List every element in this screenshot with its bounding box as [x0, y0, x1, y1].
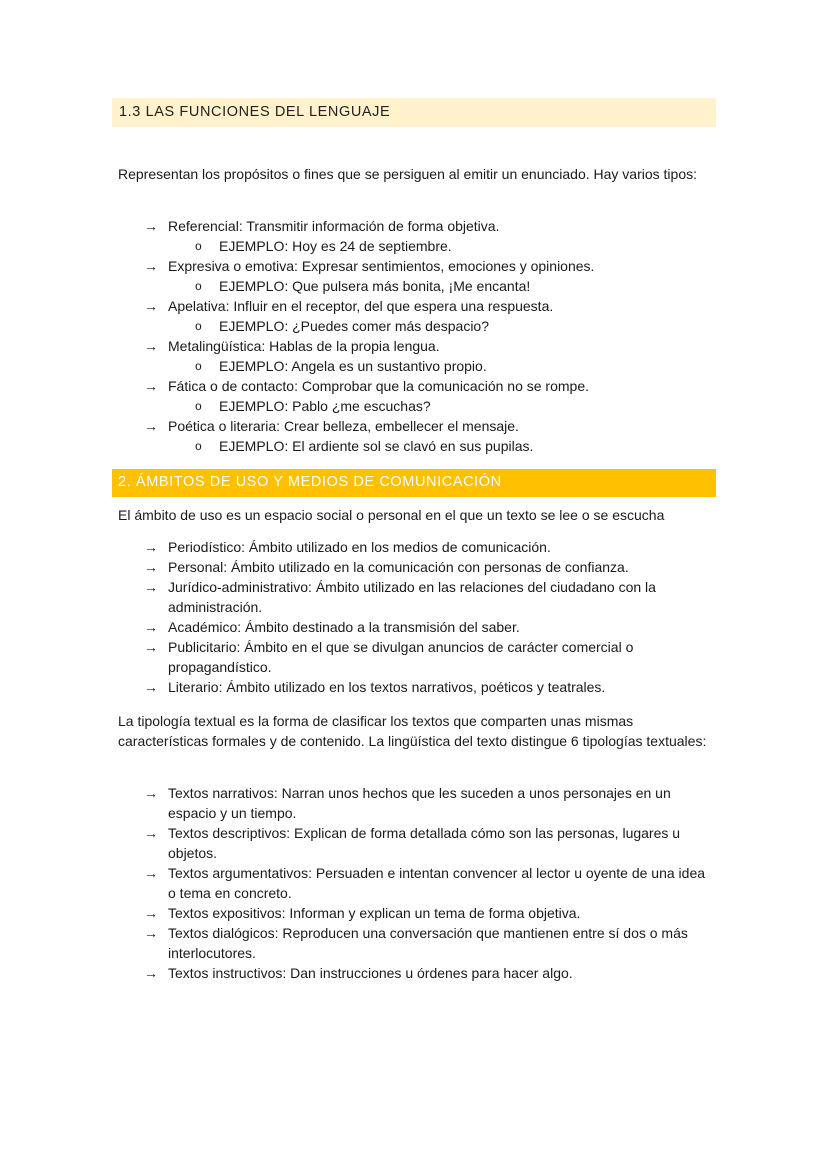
example-item: o EJEMPLO: Angela es un sustantivo propio. — [195, 358, 487, 374]
arrow-icon: → — [144, 559, 158, 575]
circle-bullet-icon: o — [195, 279, 202, 293]
example-item: o EJEMPLO: ¿Puedes comer más despacio? — [195, 318, 490, 334]
circle-bullet-icon: o — [195, 239, 202, 253]
list-item: → Poética o literaria: Crear belleza, embellecer el mensaje. — [144, 418, 519, 434]
arrow-icon: → — [144, 865, 158, 881]
arrow-icon: → — [144, 218, 158, 234]
list-item: → Fática o de contacto: Comprobar que la comunicación no se rompe. — [144, 378, 590, 394]
example-item: o EJEMPLO: Que pulsera más bonita, ¡Me encanta! — [195, 278, 531, 294]
list-item: → Expresiva o emotiva: Expresar sentimientos, emociones y opiniones. — [144, 258, 595, 274]
list-item: → Personal: Ámbito utilizado en la comunicación con personas de confianza. — [144, 559, 629, 575]
list-item: → Académico: Ámbito destinado a la transmisión del saber. — [144, 619, 520, 635]
arrow-icon: → — [144, 639, 158, 655]
list-item: → Metalingüística: Hablas de la propia lengua. — [144, 338, 440, 354]
list-item: → Referencial: Transmitir información de forma objetiva. — [144, 218, 500, 234]
arrow-icon: → — [144, 825, 158, 841]
list-item: → Textos descriptivos: Explican de forma detallada cómo son las personas, lugares u objetos. — [144, 825, 681, 861]
arrow-icon: → — [144, 679, 158, 695]
arrow-icon: → — [144, 965, 158, 981]
arrow-icon: → — [144, 905, 158, 921]
arrow-icon: → — [144, 298, 158, 314]
arrow-icon: → — [144, 619, 158, 635]
arrow-icon: → — [144, 579, 158, 595]
list-item: → Publicitario: Ámbito en el que se divulgan anuncios de carácter comercial o propagandístico. — [144, 639, 634, 675]
example-item: o EJEMPLO: El ardiente sol se clavó en sus pupilas. — [195, 438, 534, 454]
list-item: → Periodístico: Ámbito utilizado en los medios de comunicación. — [144, 539, 551, 555]
circle-bullet-icon: o — [195, 319, 202, 333]
circle-bullet-icon: o — [195, 359, 202, 373]
arrow-icon: → — [144, 258, 158, 274]
ambitos-intro: El ámbito de uso es un espacio social o personal en el que un texto se lee o se escucha — [118, 507, 665, 523]
funciones-list — [0, 216, 828, 456]
funciones-intro: Representan los propósitos o fines que se persiguen al emitir un enunciado. Hay varios tipos: — [118, 166, 697, 182]
arrow-icon: → — [144, 378, 158, 394]
ambitos-list — [0, 537, 828, 697]
arrow-icon: → — [144, 785, 158, 801]
list-item: → Textos expositivos: Informan y explican un tema de forma objetiva. — [144, 905, 581, 921]
arrow-icon: → — [144, 338, 158, 354]
list-item: → Jurídico-administrativo: Ámbito utilizado en las relaciones del ciudadano con la administración. — [144, 579, 656, 615]
tipologia-list — [0, 783, 828, 983]
arrow-icon: → — [144, 418, 158, 434]
section-heading-ambitos: 2. ÁMBITOS DE USO Y MEDIOS DE COMUNICACIÓN — [112, 469, 716, 497]
list-item: → Apelativa: Influir en el receptor, del que espera una respuesta. — [144, 298, 554, 314]
list-item: → Literario: Ámbito utilizado en los textos narrativos, poéticos y teatrales. — [144, 679, 606, 695]
list-item: → Textos narrativos: Narran unos hechos que les suceden a unos personajes en un espacio y un tiempo. — [144, 785, 671, 821]
example-item: o EJEMPLO: Pablo ¿me escuchas? — [195, 398, 431, 414]
arrow-icon: → — [144, 539, 158, 555]
list-item: → Textos instructivos: Dan instrucciones u órdenes para hacer algo. — [144, 965, 573, 981]
arrow-icon: → — [144, 925, 158, 941]
example-item: o EJEMPLO: Hoy es 24 de septiembre. — [195, 238, 452, 254]
section-heading-funciones: 1.3 LAS FUNCIONES DEL LENGUAJE — [112, 98, 716, 127]
tipologia-intro: La tipología textual es la forma de clasificar los textos que comparten unas mismas características formales y de contenido. La lingüística del texto distingue 6 tipologías textuales: — [118, 713, 707, 749]
list-item: → Textos argumentativos: Persuaden e intentan convencer al lector u oyente de una idea o tema en concreto. — [144, 865, 706, 901]
circle-bullet-icon: o — [195, 439, 202, 453]
list-item: → Textos dialógicos: Reproducen una conversación que mantienen entre sí dos o más interlocutores. — [144, 925, 688, 961]
circle-bullet-icon: o — [195, 399, 202, 413]
